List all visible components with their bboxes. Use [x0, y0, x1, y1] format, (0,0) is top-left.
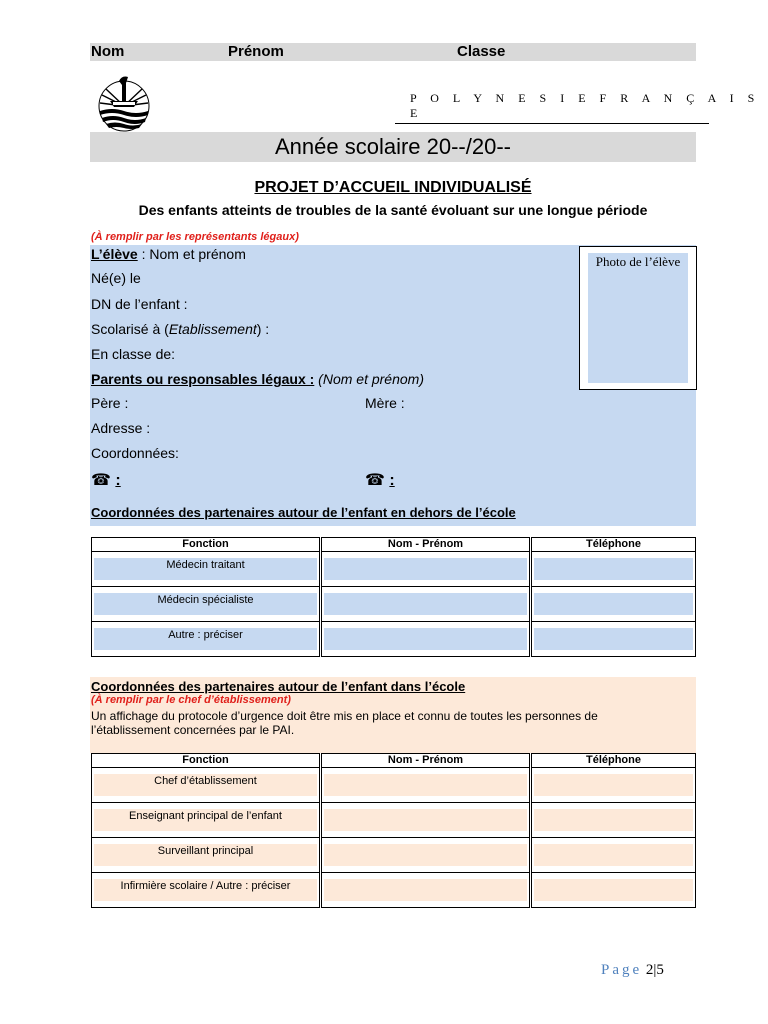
page-count: 2|5 [645, 962, 664, 978]
header-fields [90, 43, 696, 61]
parents-hint: (Nom et prénom) [314, 371, 424, 387]
parents-heading [91, 371, 424, 387]
student-photo-box[interactable] [579, 246, 697, 390]
table-header-row [92, 538, 696, 552]
phone-input-cell[interactable] [531, 587, 696, 622]
school-field[interactable] [91, 321, 269, 337]
polynesia-emblem-icon [92, 73, 156, 133]
legal-rep-note: (À remplir par les représentants légaux) [91, 231, 299, 243]
fonction-label: Enseignant principal de l’enfant [129, 810, 282, 822]
name-input-cell[interactable] [321, 803, 531, 838]
eleve-hint: : Nom et prénom [137, 246, 246, 262]
school-year: Année scolaire 20--/20-- [90, 132, 696, 162]
col-fonction: Fonction [92, 538, 321, 552]
protocol-text-line2: l’établissement concernées par le PAI. [91, 723, 295, 737]
phone-input-cell[interactable] [531, 838, 696, 873]
row-fonction [92, 587, 321, 622]
fonction-label: Surveillant principal [157, 845, 254, 857]
table-row [92, 552, 696, 587]
name-input-cell[interactable] [321, 768, 531, 803]
phone-input-cell[interactable] [531, 803, 696, 838]
head-teacher-note: (À remplir par le chef d’établissement) [91, 694, 291, 706]
fonction-label: Chef d’établissement [154, 775, 257, 787]
eleve-label: L’élève [91, 246, 138, 262]
fonction-label: Infirmière scolaire / Autre : préciser [120, 880, 291, 892]
row-fonction [92, 622, 321, 657]
col-nom-prenom: Nom - Prénom [321, 754, 531, 768]
header-nom: Nom [91, 43, 125, 60]
father-phone-field[interactable] [91, 470, 121, 490]
table-row [92, 587, 696, 622]
external-partners-title: Coordonnées des partenaires autour de l’enfant en dehors de l’école [91, 505, 516, 520]
school-partners-table [91, 753, 696, 908]
phone-input-cell[interactable] [531, 873, 696, 908]
father-field[interactable]: Père : [91, 395, 129, 411]
fonction-label: Médecin spécialiste [157, 594, 254, 606]
telephone-icon: ☎ [365, 472, 385, 489]
document-subtitle: Des enfants atteints de troubles de la santé évoluant sur une longue période [138, 202, 648, 218]
eleve-field[interactable] [91, 246, 246, 262]
name-input-cell[interactable] [321, 622, 531, 657]
phone-input-cell[interactable] [531, 552, 696, 587]
name-input-cell[interactable] [321, 838, 531, 873]
fonction-label: Médecin traitant [166, 559, 245, 571]
row-fonction [92, 803, 321, 838]
fonction-label: Autre : préciser [168, 629, 243, 641]
col-telephone: Téléphone [531, 538, 696, 552]
name-input-cell[interactable] [321, 587, 531, 622]
name-input-cell[interactable] [321, 552, 531, 587]
phone-colon: : [115, 472, 121, 489]
school-partners-title: Coordonnées des partenaires autour de l’enfant dans l’école [91, 679, 466, 694]
table-row [92, 803, 696, 838]
row-fonction [92, 838, 321, 873]
table-row [92, 873, 696, 908]
col-telephone: Téléphone [531, 754, 696, 768]
external-partners-table [91, 537, 696, 657]
header-prenom: Prénom [228, 43, 284, 60]
student-photo-placeholder: Photo de l’élève [588, 253, 688, 383]
phone-input-cell[interactable] [531, 622, 696, 657]
contact-field[interactable]: Coordonnées: [91, 445, 179, 461]
phone-input-cell[interactable] [531, 768, 696, 803]
row-fonction [92, 873, 321, 908]
page-number [601, 962, 664, 979]
phone-colon: : [389, 472, 395, 489]
row-fonction [92, 552, 321, 587]
header-classe: Classe [457, 43, 506, 60]
table-row [92, 622, 696, 657]
table-header-row [92, 754, 696, 768]
dn-field[interactable]: DN de l’enfant : [91, 296, 188, 312]
row-fonction [92, 768, 321, 803]
table-row [92, 838, 696, 873]
col-fonction: Fonction [92, 754, 321, 768]
org-underline [395, 123, 709, 124]
mother-field[interactable]: Mère : [365, 395, 405, 411]
class-field[interactable]: En classe de: [91, 346, 176, 362]
name-input-cell[interactable] [321, 873, 531, 908]
address-field[interactable]: Adresse : [91, 420, 151, 436]
org-name: P O L Y N E S I E F R A N Ç A I S E [410, 91, 760, 120]
school-label-end: ) : [256, 321, 270, 337]
school-label-etab: Etablissement [168, 321, 257, 337]
school-label-start: Scolarisé à ( [91, 321, 169, 337]
table-row [92, 768, 696, 803]
birthdate-field[interactable]: Né(e) le [91, 270, 141, 286]
mother-phone-field[interactable] [365, 470, 395, 490]
parents-label: Parents ou responsables légaux : [91, 371, 315, 387]
col-nom-prenom: Nom - Prénom [321, 538, 531, 552]
document-title: PROJET D’ACCUEIL INDIVIDUALISÉ [254, 179, 532, 196]
protocol-text-line1: Un affichage du protocole d’urgence doit être mis en place et connu de toutes les personnes de [91, 709, 598, 723]
telephone-icon: ☎ [91, 472, 111, 489]
page-word: Page [601, 962, 643, 978]
